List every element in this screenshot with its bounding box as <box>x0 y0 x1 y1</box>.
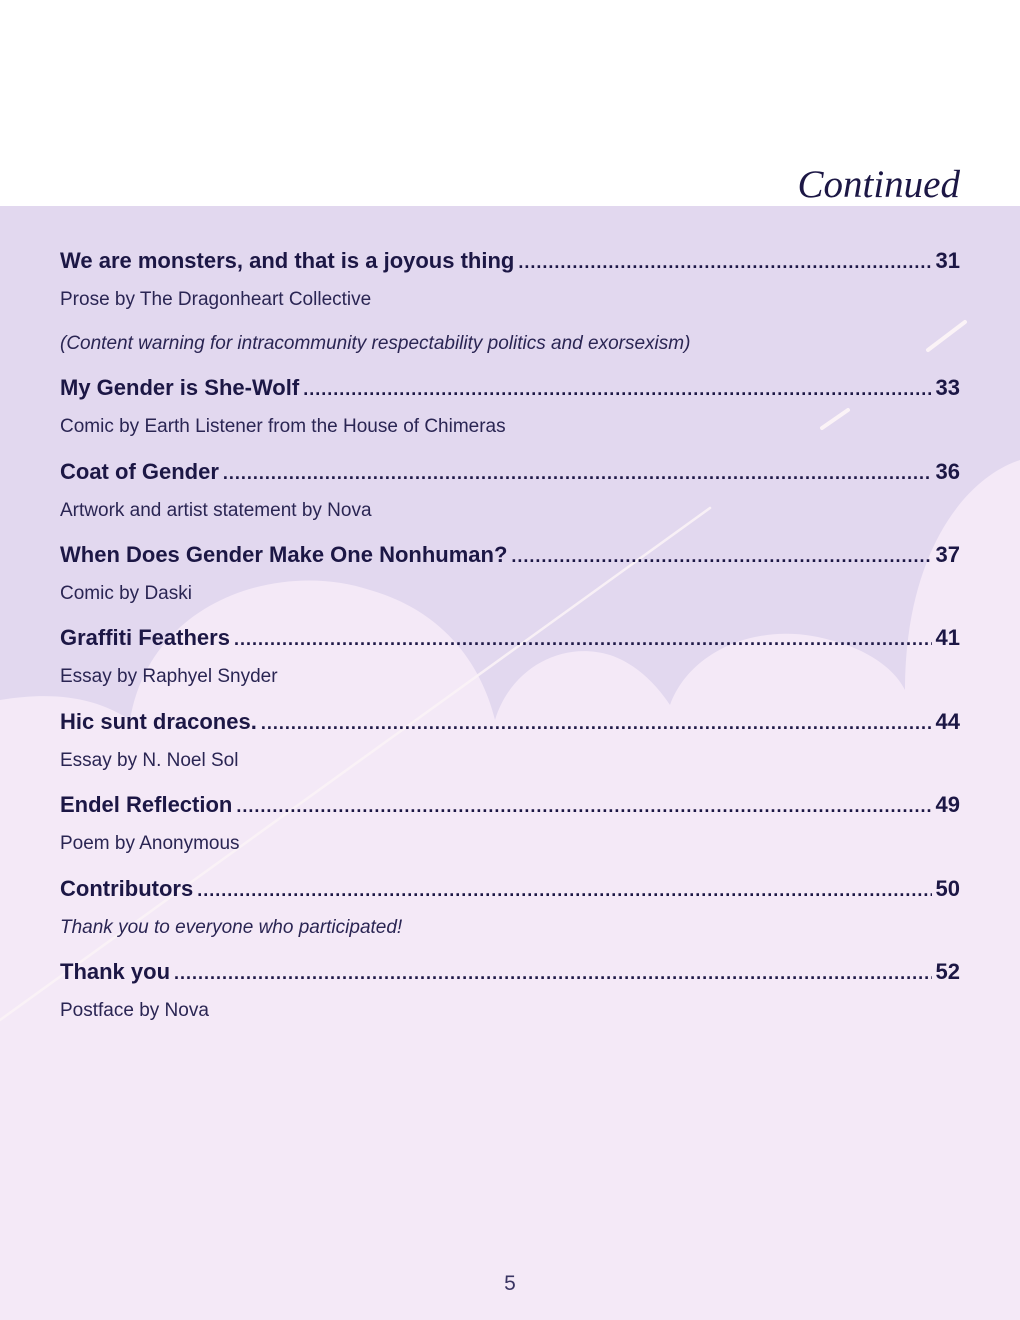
entry-page-number: 49 <box>935 792 960 817</box>
toc-entry[interactable] <box>60 373 960 440</box>
toc-entry[interactable] <box>60 707 960 774</box>
entry-subtitle: Essay by Raphyel Snyder <box>60 666 278 687</box>
entry-title[interactable]: We are monsters, and that is a joyous thing <box>60 248 515 273</box>
entry-page-number: 37 <box>935 542 960 567</box>
dot-leader <box>518 247 931 277</box>
toc-entry[interactable] <box>60 246 960 357</box>
dot-leader <box>174 958 932 988</box>
entry-page-number: 33 <box>935 375 960 400</box>
entry-page-number: 36 <box>935 459 960 484</box>
toc-entry[interactable] <box>60 957 960 1024</box>
toc-entry[interactable] <box>60 790 960 857</box>
entry-subtitle: Comic by Daski <box>60 583 192 604</box>
toc-entry[interactable] <box>60 457 960 524</box>
dot-leader <box>197 875 931 905</box>
entry-page-number: 52 <box>935 959 960 984</box>
entry-title[interactable]: Endel Reflection <box>60 792 233 817</box>
dot-leader <box>511 541 931 571</box>
entry-subtitle: Comic by Earth Listener from the House of Chimeras <box>60 416 506 437</box>
page-title: Continued <box>797 163 960 206</box>
entry-page-number: 44 <box>935 709 960 734</box>
entry-title[interactable]: Hic sunt dracones. <box>60 709 257 734</box>
entry-page-number: 50 <box>935 876 960 901</box>
dot-leader <box>223 458 932 488</box>
entry-title[interactable]: Contributors <box>60 876 194 901</box>
content-warning: (Content warning for intracommunity respectability politics and exorsexism) <box>60 333 691 354</box>
entry-title[interactable]: Coat of Gender <box>60 459 219 484</box>
entry-title[interactable]: My Gender is She-Wolf <box>60 375 300 400</box>
toc-entry[interactable] <box>60 623 960 690</box>
dot-leader <box>236 791 931 821</box>
entry-subtitle: Poem by Anonymous <box>60 833 240 854</box>
entry-subtitle: Artwork and artist statement by Nova <box>60 500 372 521</box>
toc-entry[interactable] <box>60 540 960 607</box>
entry-page-number: 31 <box>935 248 960 273</box>
dot-leader <box>261 708 932 738</box>
entry-subtitle: Essay by N. Noel Sol <box>60 750 239 771</box>
entry-title[interactable]: When Does Gender Make One Nonhuman? <box>60 542 508 567</box>
dot-leader <box>234 624 932 654</box>
dot-leader <box>303 374 931 404</box>
entry-subtitle: Postface by Nova <box>60 1000 209 1021</box>
entry-title[interactable]: Thank you <box>60 959 171 984</box>
entry-page-number: 41 <box>935 625 960 650</box>
entry-subtitle: Thank you to everyone who participated! <box>60 917 403 938</box>
page-number: 5 <box>504 1272 516 1295</box>
toc-entry[interactable] <box>60 874 960 941</box>
entry-subtitle: Prose by The Dragonheart Collective <box>60 289 372 310</box>
entry-title[interactable]: Graffiti Feathers <box>60 625 230 650</box>
